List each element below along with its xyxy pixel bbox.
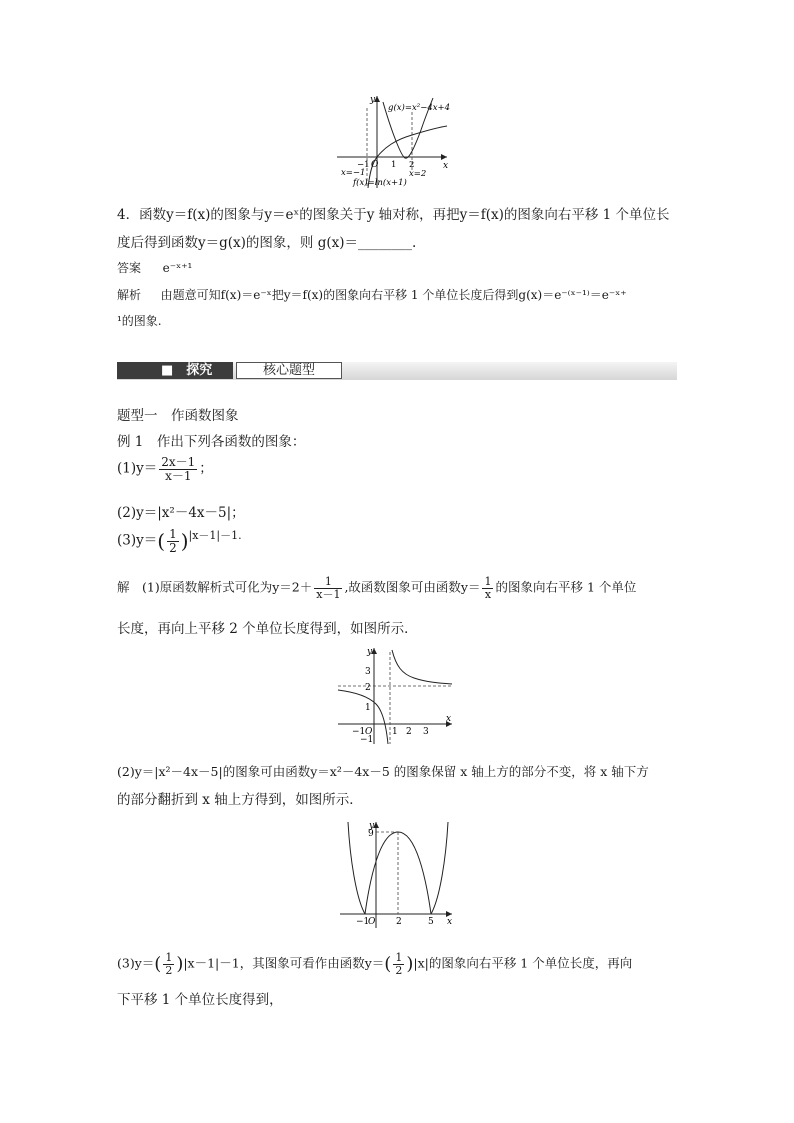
fig1-tm1: −1 — [360, 735, 374, 745]
p3-num: 1 — [169, 526, 177, 541]
sol1-b: ,故函数图象可由函数y＝ — [344, 579, 481, 595]
fig2-y: y — [369, 821, 375, 831]
fig1-x2: 2 — [406, 727, 412, 737]
fig-top-f-label: f(x)=ln(x+1) — [353, 178, 407, 188]
sol1-num: 1 — [314, 576, 342, 589]
problem-2: (2)y＝|x²－4x－5|； — [117, 505, 245, 521]
sol1-c: 的图象向右平移 1 个单位 — [495, 579, 637, 595]
problem-1 — [117, 456, 213, 482]
fig1-xm1: −1 — [352, 727, 366, 737]
fig1-x1: 1 — [392, 727, 398, 737]
solution-2-line1: (2)y＝|x²－4x－5|的图象可由函数y＝x²－4x－5 的图象保留 x 轴上方的部分不变，将 x 轴下方 — [117, 764, 649, 779]
p1-den: x－1 — [165, 468, 192, 483]
solution-1-line1 — [117, 576, 636, 600]
p3-den: 2 — [169, 540, 177, 555]
solution-1-line2: 长度，再向上平移 2 个单位长度得到，如图所示． — [117, 621, 418, 637]
analysis-text: 由题意可知f(x)＝e⁻ˣ把y＝f(x)的图象向右平移 1 个单位长度后得到g(x)＝e⁻⁽ˣ⁻¹⁾＝e⁻ˣ⁺ — [160, 288, 627, 302]
example-1: 例 1 作出下列各函数的图象： — [117, 434, 306, 450]
figure-abs-parabola — [338, 818, 456, 930]
fig1-y: y — [367, 647, 373, 657]
sol1-num2: 1 — [484, 575, 492, 588]
fig-top-g-label: g(x)=x²−4x+4 — [388, 103, 451, 113]
fig1-x: x — [446, 714, 452, 724]
fig2-x2: 2 — [396, 917, 402, 927]
answer-label: 答案 — [117, 261, 142, 275]
fig-top-origin: O — [371, 160, 379, 170]
fig1-x3: 3 — [423, 727, 429, 737]
figure-hyperbola — [334, 644, 458, 746]
p3-prefix: (3)y＝ — [117, 532, 158, 549]
fig-top-xm1-label: x=−1 — [341, 168, 366, 178]
fig2-o: O — [368, 917, 376, 927]
fig1-t1: 1 — [365, 703, 371, 713]
figure-ln-and-parabola — [335, 90, 465, 190]
q4-line2: 度后得到函数y＝g(x)的图象，则 g(x)＝________. — [117, 235, 417, 251]
type1-title: 题型一 作函数图象 — [117, 408, 239, 424]
p1-prefix: (1)y＝ — [117, 460, 158, 477]
fig1-t2: 2 — [365, 683, 371, 693]
sol1-den2: x — [484, 587, 492, 601]
solution-3-line1: (3)y＝( $\frac{1}{2}$ )|x－1|－1，其图象可看作由函数y＝( $\frac{1}{2}$ )|x|的图象向右平移 1 个单位长度，再向 — [117, 951, 633, 977]
fig1-t3: 3 — [365, 667, 371, 677]
answer-value: e⁻ˣ⁺¹ — [162, 261, 193, 275]
fig-top-tick-1: 1 — [391, 160, 397, 170]
fig-top-x2-label: x=2 — [409, 169, 427, 179]
sol3-a: (3)y＝ — [117, 955, 155, 971]
sol1-a: 解 (1)原函数解析式可化为y＝2＋ — [117, 579, 313, 595]
section-tab-core: 核心题型 — [236, 362, 342, 379]
problem-3: (3)y＝( $\frac{1}{2}$ )$^{|x-1|-1.}$ — [117, 526, 242, 555]
solution-2-line2: 的部分翻折到 x 轴上方得到，如图所示． — [117, 792, 363, 808]
fig2-x: x — [447, 917, 453, 927]
p1-num: 2x－1 — [161, 455, 196, 469]
fig2-t9: 9 — [368, 829, 374, 839]
sol3-num: 1 — [165, 951, 173, 964]
p3-exp: |x－1|－1. — [188, 529, 242, 542]
sol1-den: x－1 — [316, 587, 341, 601]
fig-top-tick-m1: −1 — [357, 160, 370, 170]
sol3-num2: 1 — [395, 951, 403, 964]
sol3-den: 2 — [165, 963, 173, 977]
fig-top-tick-2: 2 — [409, 160, 415, 170]
fig1-o: O — [365, 727, 373, 737]
section-tab-explore: ■ 探究 — [117, 362, 233, 379]
fig2-x5: 5 — [428, 917, 434, 927]
analysis-text-cont: ¹的图象. — [117, 314, 162, 328]
p1-suffix: ； — [199, 460, 213, 477]
analysis-label: 解析 — [117, 288, 142, 302]
fig2-xm1: −1 — [356, 917, 370, 927]
fig-top-y-label: y — [370, 95, 376, 105]
sol3-b: |x－1|－1，其图象可看作由函数y＝ — [183, 955, 385, 971]
sol3-den2: 2 — [395, 963, 403, 977]
sol3-c: |x|的图象向右平移 1 个单位长度，再向 — [413, 955, 633, 971]
q4-line1: 4．函数y＝f(x)的图象与y＝eˣ的图象关于y 轴对称，再把y＝f(x)的图象向右平移 1 个单位长 — [117, 207, 670, 223]
solution-3-line2: 下平移 1 个单位长度得到， — [117, 992, 283, 1008]
fig-top-x-label: x — [443, 161, 449, 171]
